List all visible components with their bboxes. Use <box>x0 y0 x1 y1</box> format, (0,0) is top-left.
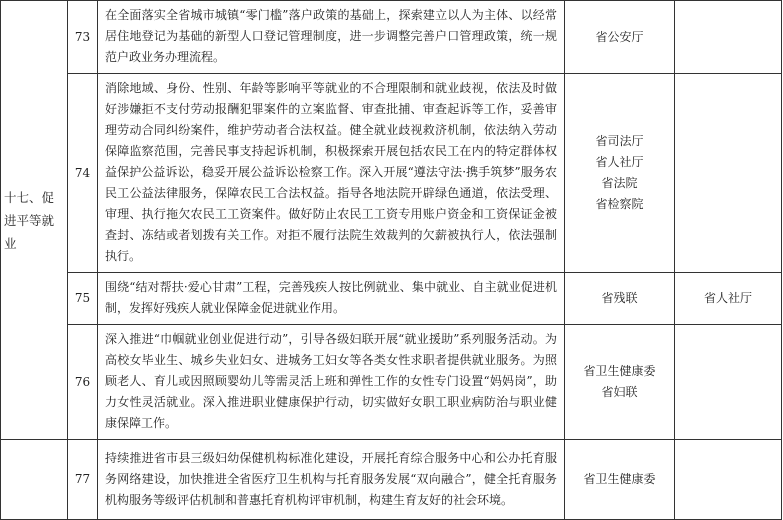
lead-department <box>565 74 675 273</box>
table-row <box>1 1 782 74</box>
lead-department <box>565 1 675 74</box>
lead-department <box>565 440 675 520</box>
lead-department-name: 省卫生健康委 <box>583 364 656 378</box>
row-number: 75 <box>68 273 98 325</box>
task-content: 持续推进省市县三级妇幼保健机构标准化建设，开展托育综合服务中心和公办托育服务网络建设，加快推进全省医疗卫生机构与托育服务发展“双向融合”，健全托育服务机构服务等级评估机制和普惠托育机构评审机制，构建生育友好的社会环境。 <box>98 440 565 520</box>
cooperating-department <box>675 74 782 273</box>
task-content: 深入推进“巾帼就业创业促进行动”，引导各级妇联开展“就业援助”系列服务活动。为高校女毕业生、城乡失业妇女、进城务工妇女等各类女性求职者提供就业服务。为照顾老人、育儿或因照顾婴幼儿等需灵活上班和弹性工作的女性专门设置“妈妈岗”，助力女性灵活就业。深入推进职业健康保护行动，切实做好女职工职业病防治与职业健康保障工作。 <box>98 325 565 440</box>
category-line: 业 <box>4 235 17 251</box>
cooperating-department: 省人社厅 <box>675 273 782 325</box>
row-number: 76 <box>68 325 98 440</box>
lead-department-name: 省人社厅 <box>595 155 644 169</box>
lead-department-name: 省妇联 <box>601 385 638 399</box>
lead-department <box>565 325 675 440</box>
table-row <box>1 74 782 273</box>
category-line: 十七、促 <box>4 189 55 205</box>
task-content: 围绕“结对帮扶·爱心甘肃”工程，完善残疾人按比例就业、集中就业、自主就业促进机制，发挥好残疾人就业保障金促进就业作用。 <box>98 273 565 325</box>
cooperating-department <box>675 440 782 520</box>
row-number: 73 <box>68 1 98 74</box>
table-row <box>1 273 782 325</box>
row-number: 74 <box>68 74 98 273</box>
lead-department <box>565 273 675 325</box>
lead-department-name: 省检察院 <box>595 197 644 211</box>
lead-department-name: 省司法厅 <box>595 134 644 148</box>
category-cell <box>1 1 68 440</box>
cooperating-department <box>675 325 782 440</box>
table-row <box>1 440 782 520</box>
lead-department-name: 省残联 <box>601 291 638 305</box>
task-content: 在全面落实全省城市城镇“零门槛”落户政策的基础上，探索建立以人为主体、以经常居住地登记为基础的新型人口登记管理制度，进一步调整完善户口管理政策，统一规范户政业务办理流程。 <box>98 1 565 74</box>
category-line: 进平等就 <box>4 212 55 228</box>
row-number: 77 <box>68 440 98 520</box>
lead-department-name: 省公安厅 <box>595 29 644 44</box>
lead-department-name: 省卫生健康委 <box>583 472 656 486</box>
cooperating-department <box>675 1 782 74</box>
lead-department-name: 省法院 <box>601 176 638 190</box>
table-row <box>1 325 782 440</box>
category-cell-empty <box>1 440 68 520</box>
task-content: 消除地域、身份、性别、年龄等影响平等就业的不合理限制和就业歧视，依法及时做好涉嫌拒不支付劳动报酬犯罪案件的立案监督、审查批捕、审查起诉等工作，妥善审理劳动合同纠纷案件，维护劳动者合法权益。健全就业歧视救济机制，依法纳入劳动保障监察范围，完善民事支持起诉机制，积极探索开展包括农民工在内的特定群体权益保护公益诉讼，稳妥开展公益诉讼检察工作。深入开展“遵法守法·携手筑梦”服务农民工公益法律服务，保障农民工合法权益。指导各地法院开辟绿色通道，依法受理、审理、执行拖欠农民工工资案件。做好防止农民工工资专用账户资金和工资保证金被查封、冻结或者划拨有关工作。对拒不履行法院生效裁判的欠薪被执行人，依法强制执行。 <box>98 74 565 273</box>
